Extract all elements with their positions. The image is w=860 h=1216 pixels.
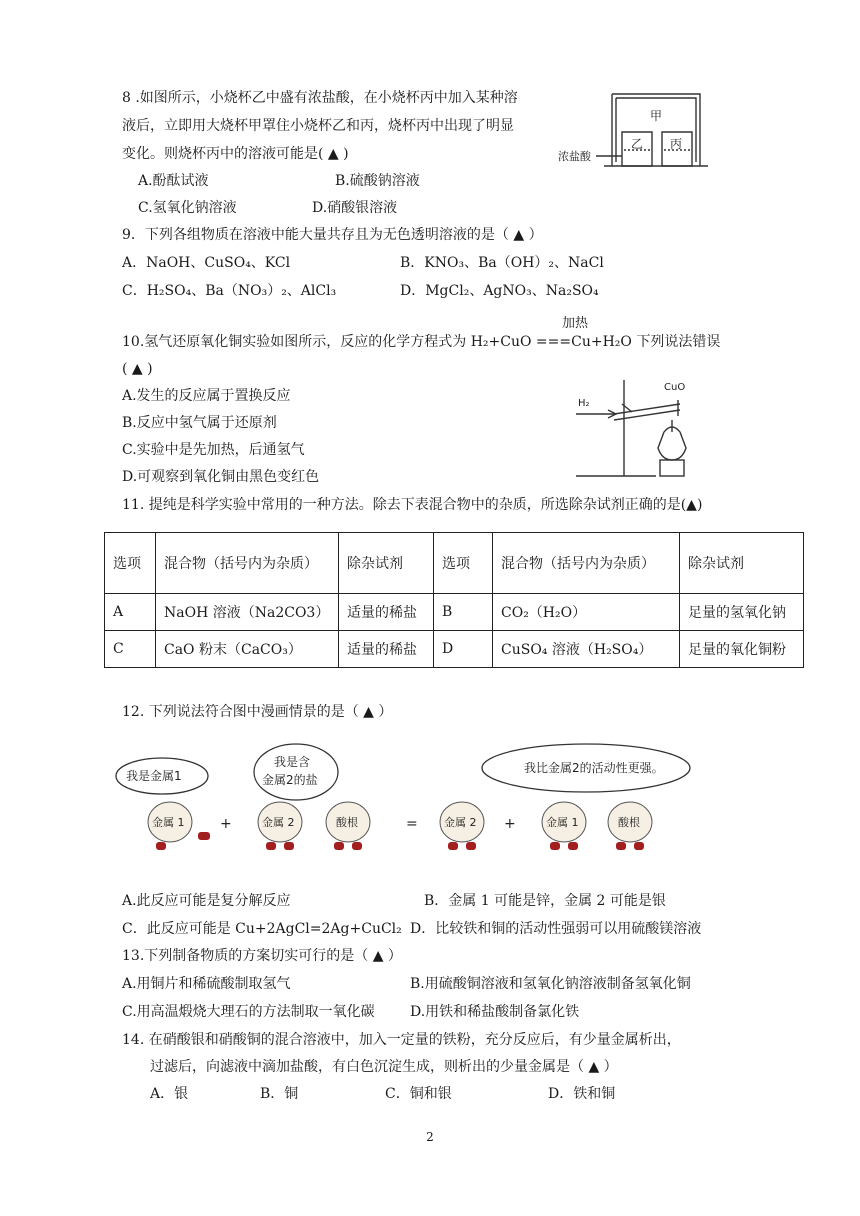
q13-option-c: C.用高温煅烧大理石的方法制取一氧化碳 bbox=[122, 1004, 375, 1020]
hydrogen-apparatus-diagram bbox=[572, 376, 708, 484]
q9-stem: 9．下列各组物质在溶液中能大量共存且为无色透明溶液的是（ ▲ ） bbox=[122, 227, 543, 243]
q11-stem: 11. 提纯是科学实验中常用的一种方法。除去下表混合物中的杂质，所选除杂试剂正确的是(▲) bbox=[122, 497, 703, 513]
beaker-label-bing: 丙 bbox=[670, 137, 683, 151]
q12-stem: 12. 下列说法符合图中漫画情景的是（ ▲ ） bbox=[122, 704, 393, 720]
cartoon-bubble-2-line2: 金属2的盐 bbox=[262, 773, 318, 787]
q8-stem-line3: 变化。则烧杯丙中的溶液可能是( ▲ ) bbox=[122, 146, 349, 162]
beaker-diagram bbox=[558, 92, 718, 176]
q12-option-d: D．比较铁和铜的活动性强弱可以用硫酸镁溶液 bbox=[410, 921, 702, 937]
q14-option-d: D．铁和铜 bbox=[548, 1086, 616, 1102]
q14-option-a: A．银 bbox=[150, 1086, 189, 1102]
table-cell: CaO 粉末（CaCO₃） bbox=[156, 631, 339, 668]
q13-option-b: B.用硫酸铜溶液和氢氧化钠溶液制备氢氧化铜 bbox=[410, 976, 691, 992]
table-row bbox=[105, 594, 804, 631]
table-header-cell: 混合物（括号内为杂质） bbox=[493, 533, 680, 594]
table-cell: C bbox=[105, 631, 156, 668]
cartoon-char-6: 酸根 bbox=[618, 816, 640, 829]
q9-option-a: A．NaOH、CuSO₄、KCl bbox=[122, 255, 291, 271]
q13-option-a: A.用铜片和稀硫酸制取氢气 bbox=[122, 976, 291, 992]
q10-heat-label: 加热 bbox=[562, 316, 589, 331]
q10-option-a: A.发生的反应属于置换反应 bbox=[122, 388, 291, 404]
table-header-row bbox=[105, 533, 804, 594]
metal-reaction-cartoon bbox=[112, 738, 732, 866]
q12-option-a: A.此反应可能是复分解反应 bbox=[122, 893, 291, 909]
q12-option-c: C．此反应可能是 Cu+2AgCl=2Ag+CuCl₂ bbox=[122, 921, 402, 937]
cartoon-char-2: 金属 2 bbox=[262, 816, 295, 829]
cartoon-char-3: 酸根 bbox=[336, 816, 358, 829]
cartoon-bubble-1: 我是金属1 bbox=[126, 769, 182, 783]
q14-option-c: C．铜和银 bbox=[385, 1086, 452, 1102]
cartoon-plus-2: + bbox=[504, 816, 516, 832]
table-cell: CuSO₄ 溶液（H₂SO₄） bbox=[493, 631, 680, 668]
q9-option-d: D．MgCl₂、AgNO₃、Na₂SO₄ bbox=[400, 283, 599, 299]
table-cell: NaOH 溶液（Na2CO3） bbox=[156, 594, 339, 631]
cartoon-plus-1: + bbox=[220, 816, 232, 832]
q8-stem-line2: 液后，立即用大烧杯甲罩住小烧杯乙和丙，烧杯丙中出现了明显 bbox=[122, 118, 514, 134]
cartoon-bubble-3: 我比金属2的活动性更强。 bbox=[524, 761, 664, 775]
q10-option-b: B.反应中氢气属于还原剂 bbox=[122, 415, 277, 431]
cartoon-bubble-2-line1: 我是含 bbox=[274, 755, 311, 769]
q9-option-b: B．KNO₃、Ba（OH）₂、NaCl bbox=[400, 255, 604, 271]
table-header-cell: 混合物（括号内为杂质） bbox=[156, 533, 339, 594]
apparatus-label-cuo: CuO bbox=[664, 382, 686, 393]
table-header-cell: 除杂试剂 bbox=[680, 533, 804, 594]
q13-option-d: D.用铁和稀盐酸制备氯化铁 bbox=[410, 1004, 580, 1020]
cartoon-char-4: 金属 2 bbox=[444, 816, 477, 829]
table-cell: A bbox=[105, 594, 156, 631]
q14-stem-line2: 过滤后，向滤液中滴加盐酸，有白色沉淀生成，则析出的少量金属是（ ▲ ） bbox=[150, 1059, 618, 1075]
table-header-cell: 选项 bbox=[434, 533, 493, 594]
q8-option-b: B.硫酸钠溶液 bbox=[335, 173, 420, 189]
apparatus-label-h2: H₂ bbox=[578, 398, 590, 409]
table-header-cell: 除杂试剂 bbox=[339, 533, 434, 594]
table-cell: 足量的氧化铜粉 bbox=[680, 631, 804, 668]
table-cell: D bbox=[434, 631, 493, 668]
table-cell: 适量的稀盐 bbox=[339, 594, 434, 631]
q10-stem-cont: ( ▲ ) bbox=[122, 361, 153, 377]
table-cell: 适量的稀盐 bbox=[339, 631, 434, 668]
table-cell: CO₂（H₂O） bbox=[493, 594, 680, 631]
q14-option-b: B．铜 bbox=[260, 1086, 299, 1102]
beaker-label-acid: 浓盐酸 bbox=[558, 150, 591, 163]
table-cell: B bbox=[434, 594, 493, 631]
cartoon-char-1: 金属 1 bbox=[152, 816, 185, 829]
beaker-label-yi: 乙 bbox=[631, 137, 644, 151]
beaker-label-jia: 甲 bbox=[650, 109, 663, 123]
q8-option-c: C.氢氧化钠溶液 bbox=[138, 200, 237, 216]
q9-option-c: C．H₂SO₄、Ba（NO₃）₂、AlCl₃ bbox=[122, 283, 337, 299]
cartoon-equals: = bbox=[406, 816, 418, 832]
page-number: 2 bbox=[426, 1130, 434, 1144]
q12-option-b: B．金属 1 可能是锌，金属 2 可能是银 bbox=[424, 893, 666, 909]
table-row bbox=[105, 631, 804, 668]
table-header-cell: 选项 bbox=[105, 533, 156, 594]
q10-option-d: D.可观察到氧化铜由黑色变红色 bbox=[122, 469, 320, 485]
q14-stem-line1: 14. 在硝酸银和硝酸铜的混合溶液中，加入一定量的铁粉，充分反应后，有少量金属析出， bbox=[122, 1032, 681, 1048]
q10-option-c: C.实验中是先加热，后通氢气 bbox=[122, 442, 305, 458]
cartoon-char-5: 金属 1 bbox=[546, 816, 579, 829]
purification-table bbox=[104, 532, 804, 668]
q13-stem: 13.下列制备物质的方案切实可行的是（ ▲ ） bbox=[122, 948, 402, 964]
q8-stem-line1: 8 .如图所示，小烧杯乙中盛有浓盐酸，在小烧杯丙中加入某种溶 bbox=[122, 90, 518, 106]
table-cell: 足量的氢氧化钠 bbox=[680, 594, 804, 631]
q8-option-d: D.硝酸银溶液 bbox=[312, 200, 398, 216]
q8-option-a: A.酚酞试液 bbox=[138, 173, 209, 189]
q10-stem: 10.氢气还原氧化铜实验如图所示，反应的化学方程式为 H₂+CuO ===Cu+H₂O 下列说法错误 bbox=[122, 334, 721, 350]
